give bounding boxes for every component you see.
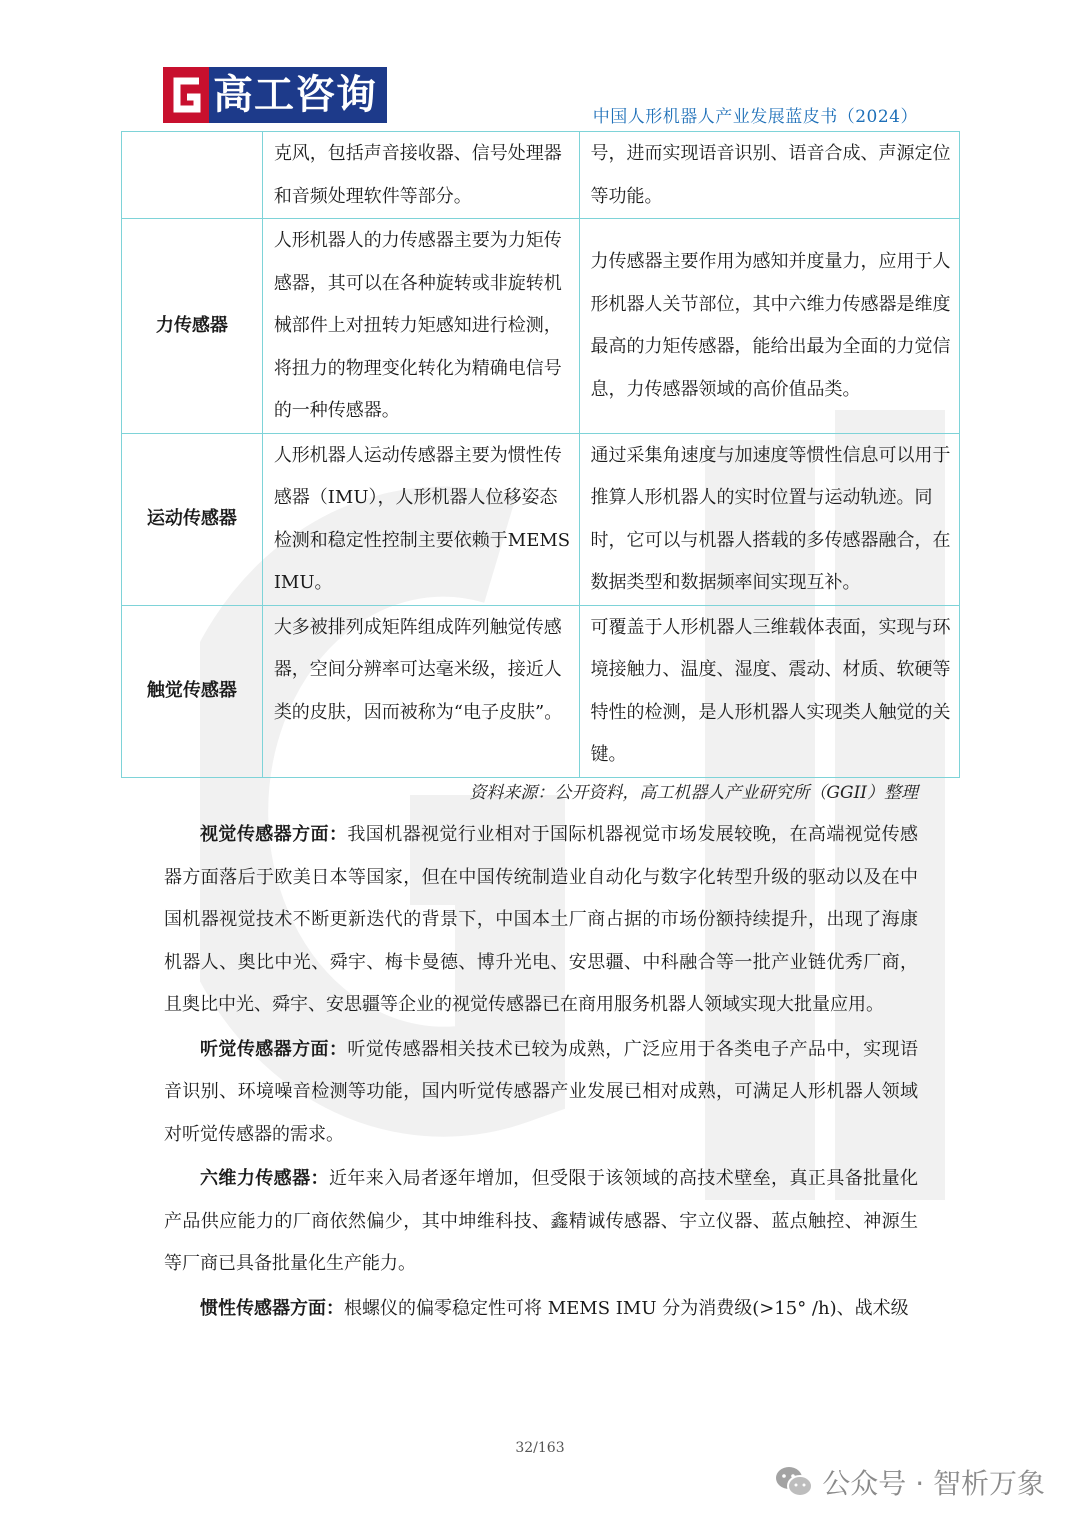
page-number: 32/163 [515,1440,565,1456]
sensor-description: 人形机器人的力传感器主要为力矩传感器，其可以在各种旋转或非旋转机械部件上对扭转力矩感知进行检测，将扭力的物理变化转化为精确电信号的一种传感器。 [262,219,580,434]
paragraph-inertial [164,1288,918,1331]
logo-text: 高工咨询 [209,67,387,123]
sensor-description: 克风，包括声音接收器、信号处理器和音频处理软件等部分。 [262,132,580,219]
paragraph-label: 六维力传感器： [200,1168,329,1189]
table-row [122,433,960,605]
report-title: 中国人形机器人产业发展蓝皮书（2024） [592,107,918,127]
source-note: 资料来源：公开资料，高工机器人产业研究所（GGII）整理 [469,783,918,803]
paragraph-text: 我国机器视觉行业相对于国际机器视觉市场发展较晚，在高端视觉传感器方面落后于欧美日本等国家，但在中国传统制造业自动化与数字化转型升级的驱动以及在中国机器视觉技术不断更新迭代的背景下，中国本土厂商占据的市场份额持续提升，出现了海康机器人、奥比中光、舜宇、梅卡曼德、博升光电、安思疆、中科融合等一批产业链优秀厂商，且奥比中光、舜宇、安思疆等企业的视觉传感器已在商用服务机器人领域实现大批量应用。 [164,824,919,1015]
paragraph-label: 听觉传感器方面： [200,1038,348,1060]
sensor-function: 通过采集角速度与加速度等惯性信息可以用于推算人形机器人的实时位置与运动轨迹。同时，它可以与机器人搭载的多传感器融合，在数据类型和数据频率间实现互补。 [580,433,960,605]
sensor-description: 人形机器人运动传感器主要为惯性传感器（IMU），人形机器人位移姿态检测和稳定性控制主要依赖于MEMS IMU。 [262,433,580,605]
paragraph-hearing [164,1029,918,1157]
body-text [164,814,918,1332]
paragraph-six-axis [164,1158,918,1286]
sensor-name: 触觉传感器 [122,605,263,777]
paragraph-text: 近年来入局者逐年增加，但受限于该领域的高技术壁垒，真正具备批量化产品供应能力的厂商依然偏少，其中坤维科技、鑫精诚传感器、宇立仪器、蓝点触控、神源生等厂商已具备批量化生产能力。 [164,1168,919,1274]
sensor-name [122,132,263,219]
sensor-name: 运动传感器 [122,433,263,605]
table-row [122,132,960,219]
sensor-function: 号，进而实现语音识别、语音合成、声源定位等功能。 [580,132,960,219]
sensor-name: 力传感器 [122,219,263,434]
wechat-icon [774,1464,814,1500]
wechat-label: 公众号 · 智析万象 [822,1467,1045,1500]
paragraph-vision [164,814,918,1027]
company-logo [163,67,387,123]
logo-g-mark [163,67,209,123]
paragraph-label: 惯性传感器方面： [200,1297,344,1319]
sensor-function: 可覆盖于人形机器人三维载体表面，实现与环境接触力、温度、湿度、震动、材质、软硬等特性的检测，是人形机器人实现类人触觉的关键。 [580,605,960,777]
sensor-function: 力传感器主要作用为感知并度量力，应用于人形机器人关节部位，其中六维力传感器是维度最高的力矩传感器，能给出最为全面的力觉信息，力传感器领域的高价值品类。 [580,219,960,434]
paragraph-label: 视觉传感器方面： [200,824,348,845]
sensor-table [121,131,960,778]
table-row [122,605,960,777]
table-row [122,219,960,434]
sensor-description: 大多被排列成矩阵组成阵列触觉传感器，空间分辨率可达毫米级，接近人类的皮肤，因而被称为“电子皮肤”。 [262,605,580,777]
paragraph-text: 听觉传感器相关技术已较为成熟，广泛应用于各类电子产品中，实现语音识别、环境噪音检测等功能，国内听觉传感器产业发展已相对成熟，可满足人形机器人领域对听觉传感器的需求。 [164,1038,919,1145]
wechat-account [774,1462,1045,1502]
paragraph-text: 根螺仪的偏零稳定性可将 MEMS IMU 分为消费级(>15° /h)、战术级 [344,1297,909,1319]
